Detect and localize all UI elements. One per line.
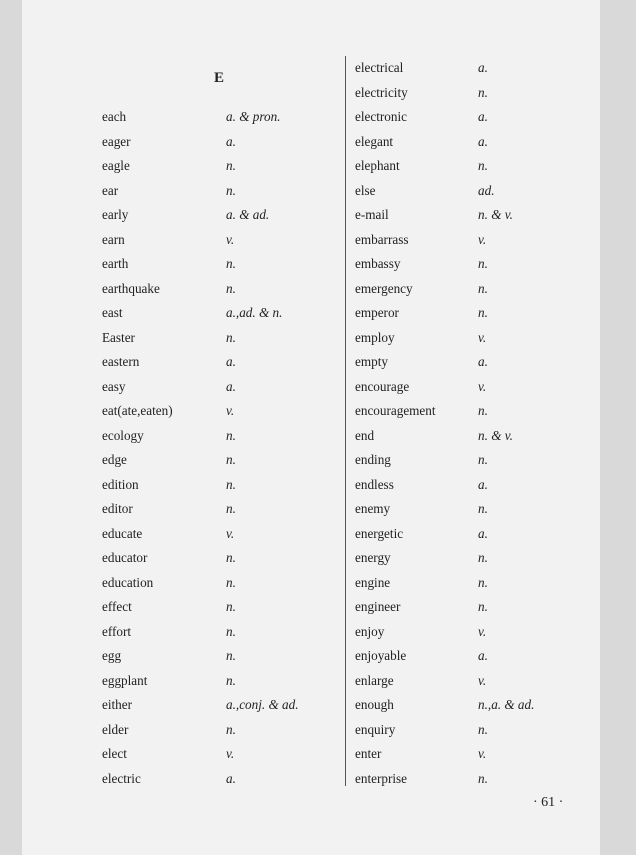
entry-word: else	[355, 182, 376, 198]
entry-word: employ	[355, 329, 395, 345]
entry-word: enough	[355, 697, 394, 712]
section-heading: E	[214, 70, 225, 86]
entry-pos: v.	[478, 378, 487, 394]
entry-word: elect	[102, 746, 127, 761]
entry-pos: v.	[478, 672, 487, 688]
entry-pos: a.	[478, 648, 488, 663]
entry-pos: n.	[226, 599, 236, 614]
entry-word: educator	[102, 550, 148, 565]
entry-word: engineer	[355, 599, 401, 614]
entry-word: empty	[355, 354, 388, 369]
entry-word: elephant	[355, 158, 400, 173]
entry-pos: a.	[478, 133, 488, 149]
entry-pos: n.	[478, 721, 488, 737]
entry-word: edge	[102, 452, 127, 467]
entry-pos: v.	[478, 329, 487, 345]
entry-word: electrical	[355, 60, 404, 75]
entry-word: electricity	[355, 84, 408, 100]
dictionary-page	[22, 0, 600, 855]
entry-word: encouragement	[355, 403, 436, 418]
entry-pos: a.	[226, 378, 236, 394]
entry-pos: n.	[478, 574, 488, 590]
entry-pos: a.	[478, 476, 488, 492]
entry-pos: v.	[226, 525, 235, 541]
entry-word: eager	[102, 133, 131, 149]
entry-word: emergency	[355, 280, 413, 296]
entry-pos: a.,ad. & n.	[226, 305, 283, 320]
entry-pos: n.	[478, 84, 488, 100]
entry-pos: n.	[226, 623, 236, 639]
entry-pos: a.	[478, 109, 488, 124]
entry-word: edition	[102, 476, 139, 492]
entry-pos: n.	[478, 770, 488, 786]
entry-pos: v.	[478, 623, 487, 639]
entry-word: eggplant	[102, 672, 148, 688]
entry-word: enjoy	[355, 623, 385, 639]
entry-pos: n.	[478, 280, 488, 296]
entry-pos: n.	[226, 329, 236, 345]
entry-word: encourage	[355, 378, 410, 394]
entry-word: ear	[102, 182, 119, 198]
entry-word: enter	[355, 746, 382, 761]
entry-pos: n.	[478, 158, 488, 173]
entry-word: education	[102, 574, 154, 590]
entry-word: east	[102, 305, 123, 320]
entry-word: embassy	[355, 256, 401, 271]
entry-word: early	[102, 207, 129, 222]
entry-word: earn	[102, 231, 125, 247]
entry-word: enterprise	[355, 770, 407, 786]
entry-pos: n.	[478, 452, 488, 467]
entry-pos: n.	[226, 452, 236, 467]
entry-pos: n.	[478, 550, 488, 565]
entry-word: energetic	[355, 525, 404, 541]
entry-pos: v.	[226, 403, 235, 418]
entry-pos: n.	[226, 574, 236, 590]
entry-pos: a.	[478, 354, 488, 369]
entry-word: ending	[355, 452, 391, 467]
entry-word: enquiry	[355, 721, 396, 737]
entry-pos: n.	[226, 476, 236, 492]
entry-pos: a. & pron.	[226, 109, 281, 124]
entry-pos: n.	[226, 280, 236, 296]
entry-pos: n.,a. & ad.	[478, 697, 535, 712]
entry-word: eastern	[102, 354, 140, 369]
entry-pos: v.	[478, 231, 487, 247]
entry-pos: a.	[226, 133, 236, 149]
entry-word: embarrass	[355, 231, 409, 247]
entry-word: egg	[102, 648, 122, 663]
entry-pos: a.	[226, 770, 236, 786]
entry-pos: n.	[226, 158, 236, 173]
entry-word: either	[102, 697, 133, 712]
entry-word: earthquake	[102, 280, 160, 296]
entry-word: earth	[102, 256, 129, 271]
entry-word: ecology	[102, 427, 144, 443]
column-divider	[345, 56, 346, 786]
entry-word: endless	[355, 476, 394, 492]
entry-word: enjoyable	[355, 648, 407, 663]
entry-pos: n.	[226, 501, 236, 516]
entry-pos: n.	[478, 599, 488, 614]
entry-word: enlarge	[355, 672, 394, 688]
entry-word: editor	[102, 501, 133, 516]
entry-word: enemy	[355, 501, 391, 516]
entry-word: Easter	[102, 329, 135, 345]
entry-pos: n.	[226, 648, 236, 663]
entry-word: each	[102, 109, 127, 124]
entry-pos: n.	[478, 403, 488, 418]
entry-pos: a. & ad.	[226, 207, 270, 222]
entry-pos: a.	[478, 525, 488, 541]
entry-word: energy	[355, 550, 391, 565]
entry-pos: a.	[478, 60, 488, 75]
entry-word: easy	[102, 378, 126, 394]
entry-pos: n.	[478, 256, 488, 271]
entry-word: elder	[102, 721, 129, 737]
entry-pos: n. & v.	[478, 427, 513, 443]
entry-word: eagle	[102, 158, 130, 173]
entry-pos: n.	[226, 721, 236, 737]
entry-word: end	[355, 427, 375, 443]
entry-pos: a.	[226, 354, 236, 369]
entry-word: effect	[102, 599, 132, 614]
entry-word: effort	[102, 623, 132, 639]
entry-word: engine	[355, 574, 391, 590]
page-number: · 61 ·	[533, 795, 564, 810]
entry-pos: n.	[226, 256, 236, 271]
entry-word: educate	[102, 525, 143, 541]
entry-pos: n.	[226, 182, 236, 198]
entry-pos: v.	[226, 746, 235, 761]
entry-word: elegant	[355, 133, 394, 149]
entry-pos: n.	[226, 427, 236, 443]
entry-pos: v.	[226, 231, 235, 247]
entry-pos: n.	[478, 501, 488, 516]
entry-word: emperor	[355, 305, 399, 320]
entry-pos: ad.	[478, 182, 495, 198]
entry-word: electronic	[355, 109, 407, 124]
entry-pos: n.	[478, 305, 488, 320]
entry-pos: n.	[226, 672, 236, 688]
entry-pos: n. & v.	[478, 207, 513, 222]
entry-pos: a.,conj. & ad.	[226, 697, 299, 712]
entry-pos: v.	[478, 746, 487, 761]
entry-pos: n.	[226, 550, 236, 565]
entry-word: eat(ate,eaten)	[102, 403, 173, 418]
entry-word: electric	[102, 770, 141, 786]
entry-word: e-mail	[355, 207, 389, 222]
